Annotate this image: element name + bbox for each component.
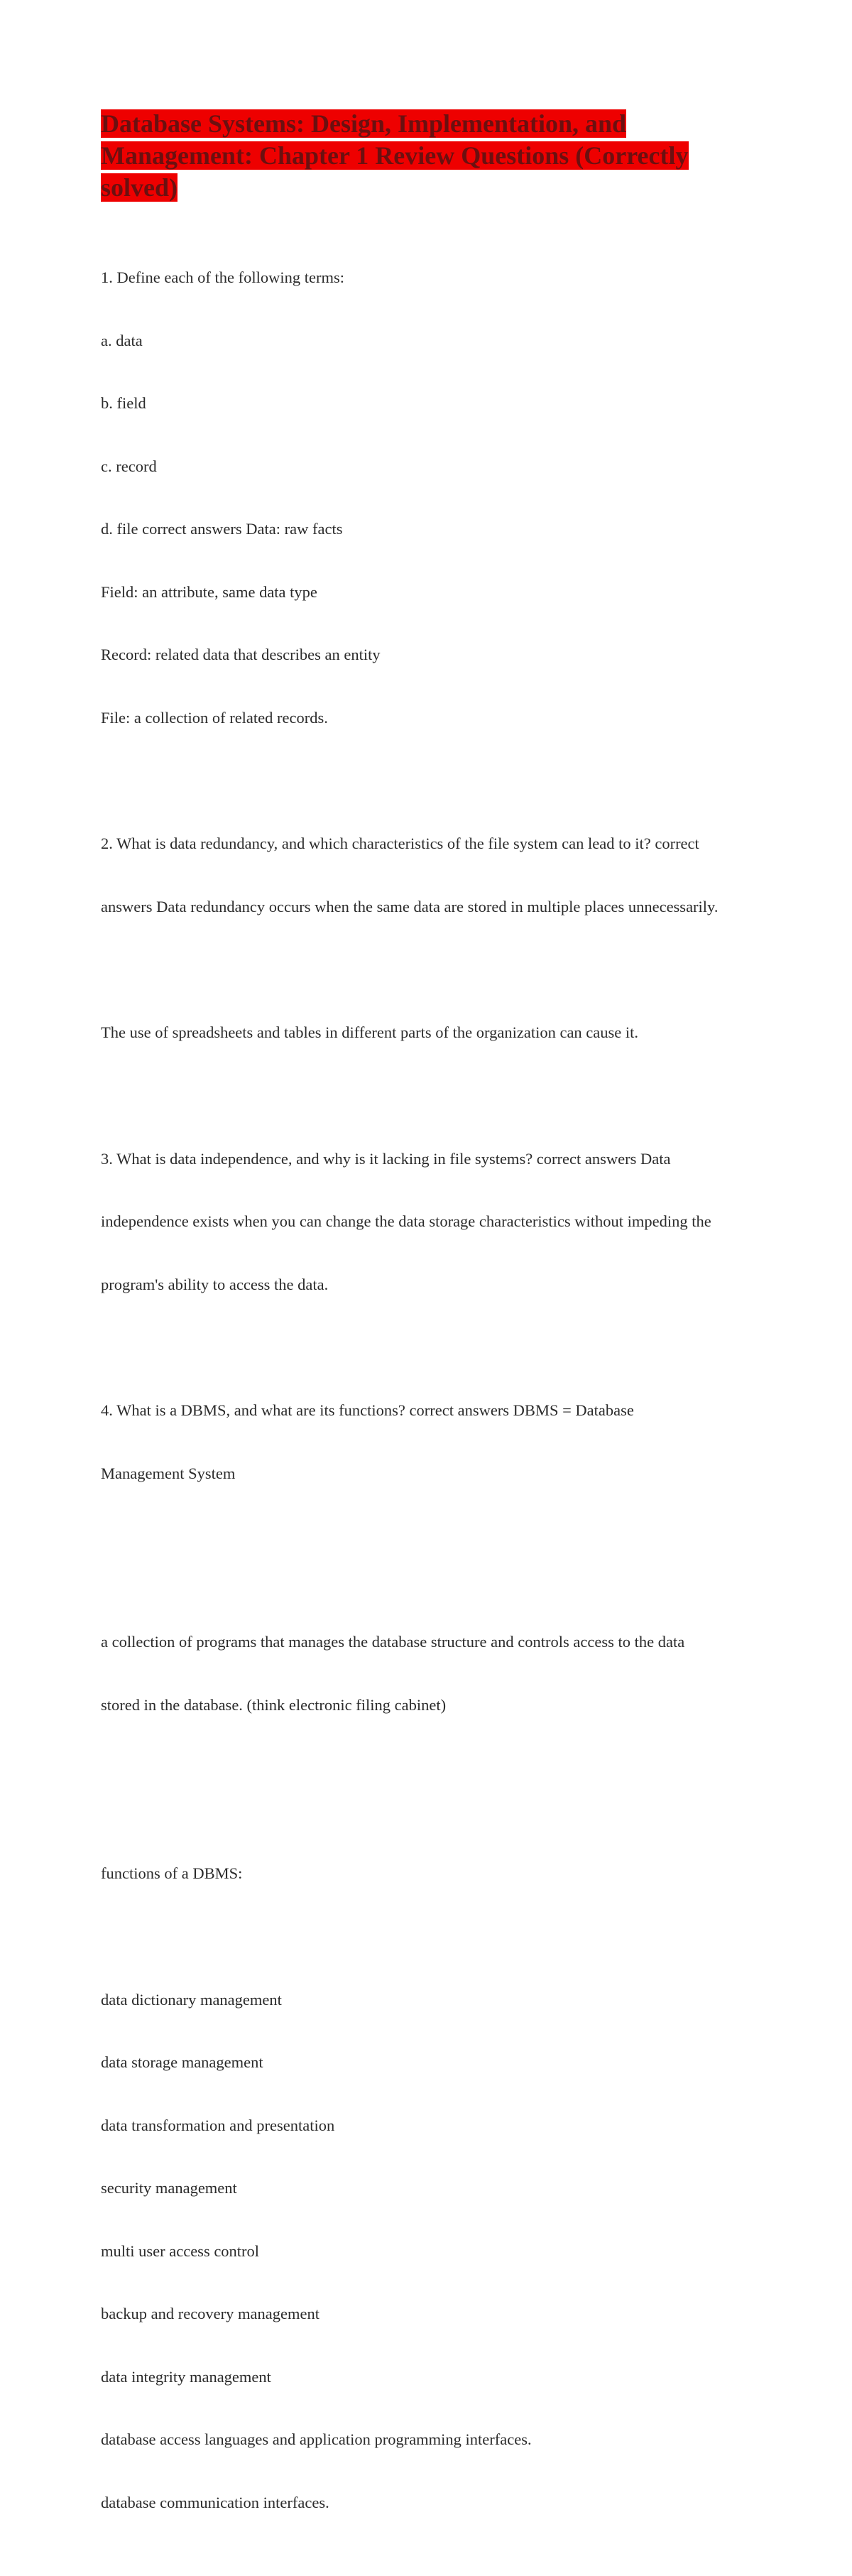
q1-line: d. file correct answers Data: raw facts: [101, 520, 343, 538]
q1-line: b. field: [101, 394, 146, 412]
function-item: data integrity management: [101, 2367, 271, 2386]
spacer: [101, 1547, 761, 1589]
spacer: [101, 1778, 761, 1821]
q2-line: 2. What is data redundancy, and which characteristics of the file system can lead to it? correct: [101, 835, 699, 852]
definition-line: stored in the database. (think electronic filing cabinet): [101, 1695, 447, 1714]
function-item: database access languages and application programming interfaces.: [101, 2430, 532, 2448]
question-2-extra: [101, 980, 761, 1085]
question-3: [101, 1107, 761, 1337]
function-item: database communication interfaces.: [101, 2493, 329, 2511]
document-title: [101, 108, 690, 204]
q1-line: 1. Define each of the following terms:: [101, 268, 345, 286]
function-item: data transformation and presentation: [101, 2116, 335, 2134]
q1-line: Record: related data that describes an entity: [101, 646, 381, 663]
q3-line: 3. What is data independence, and why is it lacking in file systems? correct answers Data: [101, 1149, 671, 1168]
question-2: [101, 791, 761, 959]
function-item: data dictionary management: [101, 1990, 282, 2009]
q1-line: a. data: [101, 331, 143, 349]
function-item: data storage management: [101, 2053, 263, 2071]
q2-extra-line: The use of spreadsheets and tables in different parts of the organization can cause it.: [101, 1023, 639, 1041]
functions-heading: functions of a DBMS:: [101, 1864, 243, 1882]
function-item: security management: [101, 2179, 237, 2197]
functions-heading-block: [101, 1821, 761, 1926]
q4-line: Management System: [101, 1464, 236, 1482]
q3-line: independence exists when you can change the data storage characteristics without impeding the: [101, 1212, 711, 1230]
q4-line: 4. What is a DBMS, and what are its functions? correct answers DBMS = Database: [101, 1401, 634, 1419]
dbms-definition: [101, 1589, 761, 1757]
q1-line: File: a collection of related records.: [101, 708, 328, 727]
document-content: [101, 108, 761, 2576]
q3-line: program's ability to access the data.: [101, 1275, 329, 1293]
question-4: [101, 1358, 761, 1526]
definition-line: a collection of programs that manages the database structure and controls access to the data: [101, 1633, 685, 1651]
q1-line: Field: an attribute, same data type: [101, 582, 317, 601]
q1-line: c. record: [101, 457, 157, 475]
function-item: backup and recovery management: [101, 2305, 320, 2322]
functions-list: [101, 1947, 761, 2555]
title-highlight: Database Systems: Design, Implementation, and Management: Chapter 1 Review Questions (Correctly solved): [101, 109, 689, 202]
question-1: [101, 225, 761, 770]
function-item: multi user access control: [101, 2241, 260, 2260]
q2-line: answers Data redundancy occurs when the same data are stored in multiple places unnecessarily.: [101, 897, 719, 915]
